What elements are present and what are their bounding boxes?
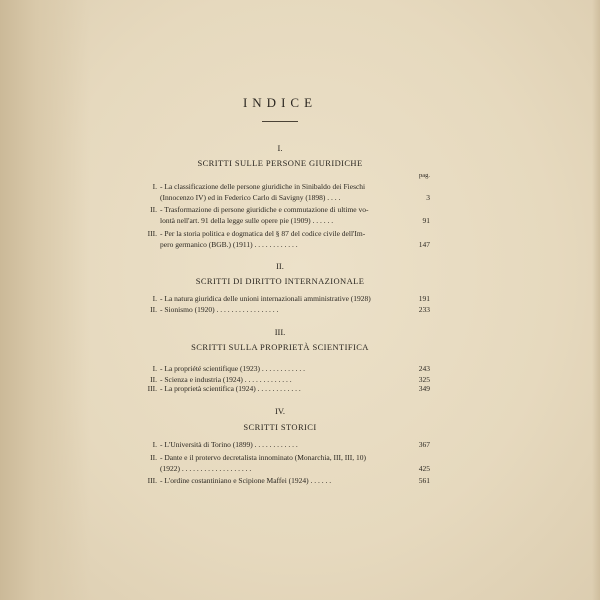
entry-line [160,475,430,486]
section-numeral: I. [277,143,283,153]
entry-page-number: 3 [426,193,430,202]
entry-line [160,192,430,203]
toc-entry [137,228,430,250]
entry-roman: II. [150,453,157,462]
entry-line-text: - La natura giuridica delle unioni internazionali amministrative (1928) [160,294,371,303]
entry-line-text: - Sionismo (1920) . . . . . . . . . . . . . . . . . [160,305,279,314]
toc-entry [137,181,430,203]
toc-entry [137,204,430,226]
entry-line-text: - L'ordine costantiniano e Scipione Maffei (1924) . . . . . . [160,476,332,485]
toc-entry [137,363,430,374]
entry-line [160,439,430,450]
entry-line [160,215,430,226]
page-edge-shadow [592,0,600,600]
entry-line: - Per la storia politica e dogmatica del § 87 del codice civile dell'Im- [160,229,366,238]
entry-line-text: - L'Università di Torino (1899) . . . . . . . . . . . . [160,440,298,449]
page-title: INDICE [242,95,318,110]
section-heading: SCRITTI SULLA PROPRIETÀ SCIENTIFICA [191,342,369,352]
section-numeral: III. [274,327,286,337]
page-binding-shadow [0,0,90,600]
section-heading: SCRITTI DI DIRITTO INTERNAZIONALE [195,276,365,286]
entry-line-text: - La proprietà scientifica (1924) . . . . . . . . . . . . [160,384,301,393]
page-column-label: pag. [418,172,430,179]
entry-line [160,383,430,394]
entry-line: - La classificazione delle persone giuridiche in Sinibaldo dei Fieschi [160,182,366,191]
entry-line-text: (Innocenzo IV) ed in Federico Carlo di Savigny (1898) . . . . [160,193,341,202]
section-numeral: IV. [275,406,285,416]
entry-page-number: 325 [418,375,430,384]
entry-line-text: (1922) . . . . . . . . . . . . . . . . . . . [160,464,252,473]
entry-page-number: 191 [418,294,430,303]
entry-line [160,239,430,250]
entry-roman: III. [147,476,157,485]
entry-roman: II. [150,305,157,314]
entry-roman: II. [150,375,157,384]
entry-page-number: 561 [418,476,430,485]
toc-entry [137,383,430,394]
entry-page-number: 233 [418,305,430,314]
entry-line-text: - La propriété scientifique (1923) . . . . . . . . . . . . [160,364,305,373]
entry-roman: II. [150,205,157,214]
entry-page-number: 425 [418,464,430,473]
entry-line-text: pero germanico (BGB.) (1911) . . . . . . . . . . . . [160,240,298,249]
entry-line-text: - Scienza e industria (1924) . . . . . . . . . . . . . [160,375,292,384]
entry-line [160,293,430,304]
entry-page-number: 243 [418,364,430,373]
toc-entry [137,452,430,474]
entry-roman: III. [147,229,157,238]
entry-line: - Trasformazione di persone giuridiche e commutazione di ultime vo- [160,205,369,214]
entry-page-number: 349 [418,384,430,393]
entry-line: - Dante e il protervo decretalista innominato (Monarchia, III, III, 10) [160,453,366,462]
entry-roman: I. [152,364,157,373]
entry-line-text: lontà nell'art. 91 della legge sulle opere pie (1909) . . . . . . [160,216,334,225]
entry-roman: I. [152,294,157,303]
entry-roman: I. [152,440,157,449]
entry-page-number: 147 [418,240,430,249]
entry-line [160,463,430,474]
entry-line [160,304,430,315]
entry-roman: III. [147,384,157,393]
entry-roman: I. [152,182,157,191]
toc-entry [137,293,430,304]
entry-page-number: 367 [418,440,430,449]
toc-entry [137,304,430,315]
section-heading: SCRITTI STORICI [243,422,317,432]
entry-line [160,363,430,374]
title-rule [262,121,298,122]
toc-entry [137,475,430,486]
toc-entry [137,439,430,450]
section-heading: SCRITTI SULLE PERSONE GIURIDICHE [197,158,363,168]
entry-page-number: 91 [422,216,430,225]
section-numeral: II. [276,261,284,271]
